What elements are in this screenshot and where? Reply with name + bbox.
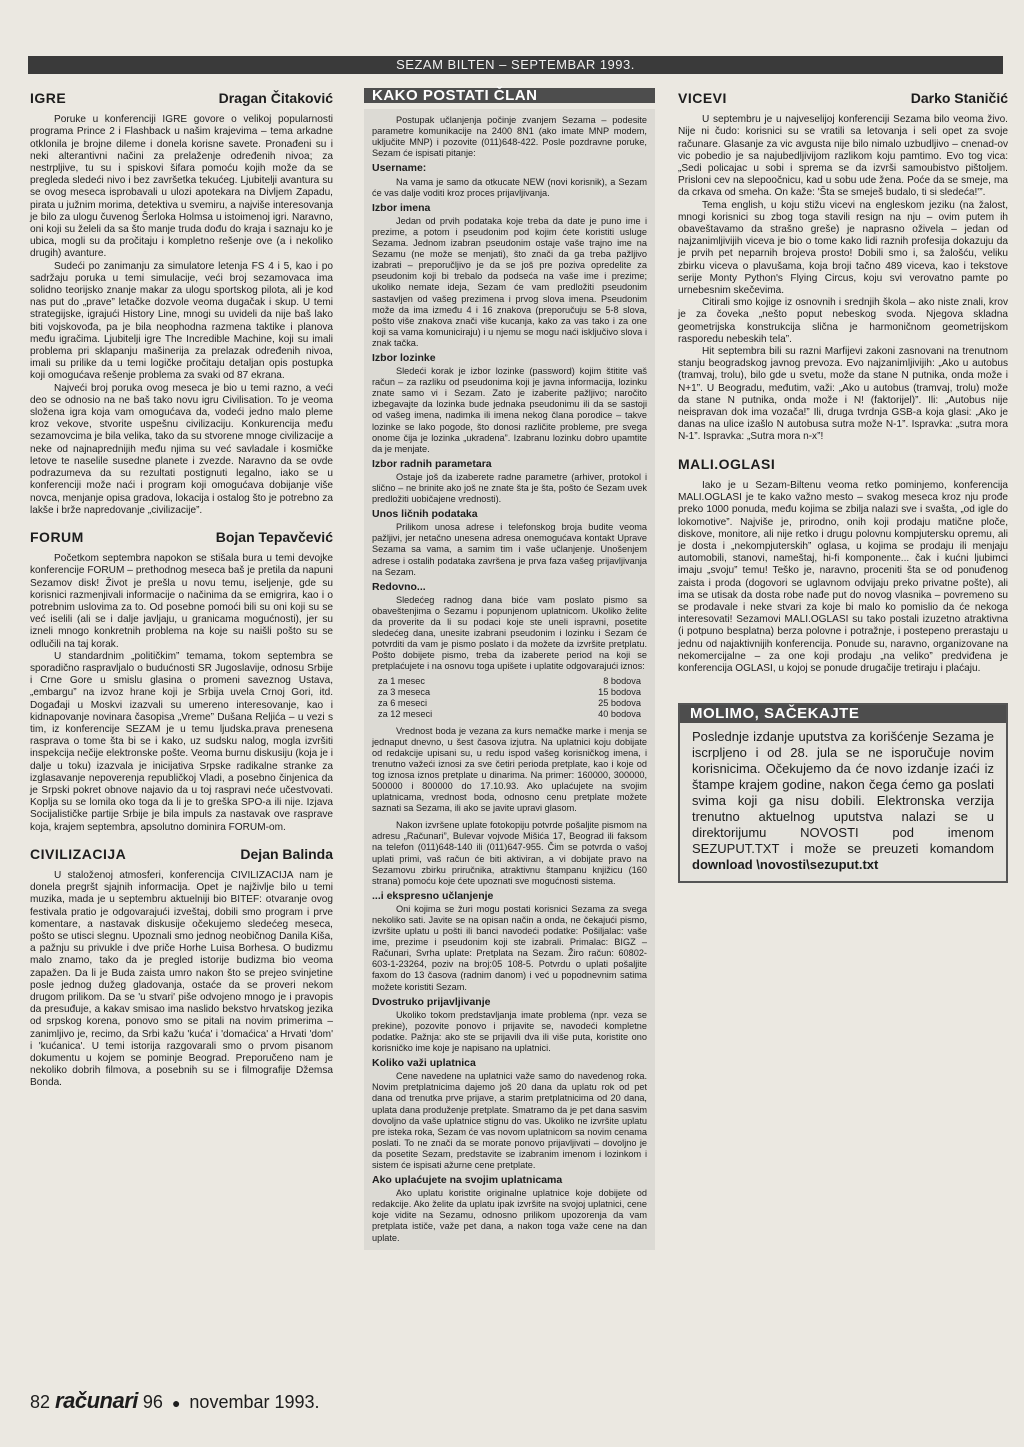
kako-section-text: Sledeći korak je izbor lozinke (password) kojim štitite vaš račun – za razliku od pseudonima koji je javna informacija, lozinku znate samo vi i Sezam. Zato je izaberite pažljivo; naročito izbegavajte da lozinka bude jednaka pseudonimu ili da se sastoji od vašeg imena, nadimka ili imena nekog člana porodice – takve lozinke se lako pogode, što donosi različite probleme, pre svega onome čija je lozinka „ukradena”. Izabranu lozinku dobro upamtite da je menjate. (372, 366, 647, 454)
table-row (372, 687, 647, 698)
left-column (30, 88, 333, 1090)
kako-section-text: Ako uplatu koristite originalne uplatnice koje dobijete od redakcije. Ako želite da uplatu ipak izvršite na svojoj uplatnici, cene koje vidite na Sezamu, odnosno prilikom upozorenja da vam pretplata ističe, važe pet dana, a nakon toga važe cene na dan uplate. (372, 1188, 647, 1243)
vicevi-paragraph: Citirali smo kojige iz osnovnih i srednjih škola – ako niste znali, krov je za čoveka „nešto poput nebeskog svoda. Njegova skladna geometrijska konstrukcija slična je harmoničnom geometrijskom rasporedu nebeskih tela”. (678, 297, 1008, 345)
molimo-title-band (680, 705, 1006, 723)
kako-box (364, 109, 655, 1250)
table-row (372, 698, 647, 709)
molimo-text: Poslednje izdanje uputstva za korišćenje Sezama je iscrpljeno i od 28. jula se ne isporučuje novim korisnicima. Očekujemo da će novo izdanje izaći iz štampe krajem godine, nakon čega ćemo ga poslati svima koji ga nisu dobili. Elektronska verzija trenutno aktuelnog uputstva nalazi se u direktorijumu NOVOSTI pod imenom SEZUPUT.TXT i može se preuzeti komandom (692, 729, 994, 857)
vicevi-header (678, 92, 1008, 104)
malioglasi-paragraph: Iako je u Sezam-Biltenu veoma retko pominjemo, konferencija MALI.OGLASI je te kako važno mesto – svakog meseca kroz nju prođe preko 1000 ponuda, među kojima se zbilja nalazi sve i svašta, „od igle do lokomotive”. Najviše je, prirodno, onih koji prodaju matične ploče, diskove, monitore, ali nije retko i drugu polovnu kompjutersku opremu, ali je dosta i „nekompjuterskih” oglasa, u kojima se prodaju ili menjaju automobili, stanovi, nameštaj, hi-fi komponente... čak i kućni ljubimci imaju „svoju” temu! Teško je, naravno, proceniti šta se od ponuđenog zaista i proda (dogovori se uglavnom odvijaju preko privatne pošte), ali ima se utisak da dosta robe nađe put do novog vlasnika – povremeno su se prodavale i neke stvari za koje bi malo ko pomislio da će nekoga interesovati! Sezamovi MALI.OGLASI su tako postali izuzetno atraktivna (i potpuno besplatna) berza polovne i potražnje, i postepeno prerastaju u jednu od najaktivnijih konferencija. Ponude su, naravno, organizovane na nekomercijalne – za one koji prodaju „na veliko” predviđena je konferencija OGLASI, u kojoj se ponude drugačije tretiraju i plaćaju. (678, 479, 1008, 674)
footer-issue: 96 (142, 1392, 163, 1412)
page-header-band (28, 56, 1003, 74)
kako-section-title: Dvostruko prijavljivanje (372, 995, 491, 1008)
username-label: Username: (372, 162, 427, 175)
kako-title-band (364, 88, 655, 103)
rate-period: za 6 meseci (378, 697, 428, 708)
forum-section-title: FORUM (30, 528, 84, 545)
username-text: Na vama je samo da otkucate NEW (novi korisnik), a Sezam će vas dalje voditi kroz proces prijavljivanja. (372, 176, 647, 198)
kako-title: KAKO POSTATI ČLAN (372, 87, 538, 104)
kako-intro: Postupak učlanjenja počinje zvanjem Sezama – podesite parametre komunikacije na 2400 8N1 (ako imate MNP modem, uključite MNP) i pozovite (011)648-422. Posle pozdravne poruke, Sezam će ispisati pitanje: (372, 115, 647, 159)
table-row (372, 709, 647, 720)
footer-separator: ● (171, 1395, 181, 1411)
rate-value: 25 bodova (598, 697, 641, 708)
civilizacija-header (30, 845, 333, 862)
kako-section-title: Koliko važi uplatnica (372, 1057, 476, 1070)
kako-section-text: Oni kojima se žuri mogu postati korisnici Sezama za svega nekoliko sati. Javite se na opisan način a onda, ne čekajući pismo, izvršite uplatu u pošti ili banci navodeći podatke: Pošiljalac: vaše ime, prezime i pseudonim koji ste izabrali. Primalac: BIGZ – Računari, Svrha uplate: Pretplata na Sezam. Žiro račun: 60802-603-1-23264, poziv na broj:05 108-5. Potvrdu o uplati pošaljite faxom do 13 časova (radnim danom) i već u popodnevnim satima možete koristiti Sezam. (372, 903, 647, 992)
forum-header (30, 528, 333, 545)
footer-brand: računari (55, 1388, 138, 1413)
rate-value: 40 bodova (598, 708, 641, 719)
kako-section-title: Ako uplaćujete na svojim uplatnicama (372, 1174, 563, 1187)
footer-page-number: 82 (30, 1392, 51, 1412)
vicevi-paragraph: U septembru je u najveselijoj konferenciji Sezama bilo veoma živo. Nije ni čudo: korisnici su se vratili sa letovanja i seli opet za svoje računare. Glasanje za vic avgusta nije bilo nimalo uzbudljivo – cnenad-ov vic pobedio je sa najubedljivijom razlikom koju pamtimo. Evo tog vica: „Sedi policajac u sobi i sprema se da izvrši samoubistvo pištoljem. Prisloni cev na slepoočnicu, kad u sobu ude žena. Poće da se smeje, ma da crkava od smeha. On kaže: 'Šta se smeješ budalo, ti si sledeća!'”. (678, 114, 1008, 199)
kako-section-title: Redovno... (372, 580, 426, 593)
rate-period: za 1 mesec (378, 675, 425, 686)
rate-value: 15 bodova (598, 686, 641, 697)
forum-author: Bojan Tepavčević (215, 528, 333, 545)
forum-paragraph: Početkom septembra napokon se stišala bura u temi devojke konferencije FORUM – prethodnog meseca baš je pretila da napuni Sezamov disk! Život je prešla u novu temu, iseljenje, gde su korisnici razmenjivali informacije o načinima da se emigrira, kao i o potrebnim uslovima za to. Od posebne pomoći bili su oni koji su se već iselili (ali se i dalje javljaju, u granicama mogućnosti), jer su izneli mnogo konkretnih problema na koje su naišli pošto su se odlučili na taj korak. (30, 553, 333, 650)
civilizacija-paragraph: U staloženoj atmosferi, konferencija CIVILIZACIJA nam je donela pregršt sjajnih informacija. Opet je najživlje bilo u temi muzika, mada je u septembru aktuelniji bio BITEF: otvaranje ovog festivala pratio je odgovarajući izveštaj, dobili smo program i prve komentare, a nastavak diskusije očekujemo sledećeg meseca, pošto se utisci slegnu. Upoznali smo jednog neobičnog Danila Kiša, a pažnju su privukle i dve priče Horhe Luisa Borhesa. O budizmu malo znamo, tako da je pregled istorije budizma bio veoma zapažen. Da li je Buda zaista umro nakon što se prejeo svinjetine posle jednog dužeg gladovanja, ostaće da se proveri nekom drugom prilikom. Da se 'u stvari' piše odvojeno mnogo je i pravopis da presuđuje, a kakav smisao ima naslido bekstvo hrvatskog jezika od srpskog korena, ponovo smo se pitali na novim primerima – zanimljivo je, recimo, da Srbi kažu 'kuća' i 'domaćica' a Hrvati 'dom' i 'kućanica'. U temi istorija razgovarali smo o prvom pisanom dokumentu u kojem se pominje Beograd. Preporučeno nam je nekoliko dobrih filmova, a posebnih su se i filmografije Džemsa Bonda. (30, 869, 333, 1089)
kako-section-text: Jedan od prvih podataka koje treba da date je puno ime i prezime, a potom i pseudonim pod kojim ćete koristiti usluge Sezama. Jednom izabran pseudonim ostaje vaše trajno ime na Sezamu (ne može se menjati), što znači da ga treba pažljivo izabrati – preporučljivo je da se još pre poziva opredelite za pseudonim koji bi trebalo da podseća na vaše ime i prezime; ukoliko nemate ideja, Sezam će vam predložiti pseudonim sastavljen od vašeg prezimena i prvog slova imena. Pseudonim može da ima između 4 i 16 znakova (preporučuju se 5-8 slova, pošto više znakova znači više kucanja, kako za vas tako i za one koji sa vama komuniciraju) i u njemu se mogu naći isključivo slova i znak tačka. (372, 215, 647, 348)
igre-section-title: IGRE (30, 90, 67, 106)
igre-header (30, 92, 333, 104)
igre-author: Dragan Čitaković (218, 90, 333, 106)
civilizacija-section-title: CIVILIZACIJA (30, 845, 127, 862)
igre-paragraph: Sudeći po zanimanju za simulatore letenja FS 4 i 5, kao i po sadržaju poruka u temi simulacije, veći broj sezamovaca ima solidno teorijsko znanje makar za ulogu sportskog pilota, ali je kod nas put do „prave” letačke dozvole veoma dugačak i skup. U temi strategijske, igrajući History Line, mnogi su uvideli da nije baš lako biti vojskovođa, pa je bila neophodna razmena taktike i planova među igračima. Ljubitelji igre The Incredible Machine, koji su imali problema pri sklapanju mašinerija za prelazak određenih nivoa, imali su prilike da u temi logičke pročitaju detaljan opis postupka koji omogućava rešenje problema za svaki od 87 ekrana. (30, 260, 333, 382)
vicevi-paragraph: Tema english, u koju stižu vicevi na engleskom jeziku (na žalost, mnogi korisnici su zbog toga stavili resign na nju – ovim putem ih obaveštavamo da strašno greše) je naprasno oživela – jedan od najzanimljivijih viceva je bio o tome kako lidi raznih profesija dokazuju da je prvih pet neparnih brojeva prosto! Dobili smo i, sa žalošću, veliku zbirku viceva o plavušama, koja broji tačno 489 viceva, kao i tekstove serije Monty Python's Flying Circus, koju svi verovatno pamte po urnebesnim skečevima. (678, 199, 1008, 297)
rate-period: za 3 meseca (378, 686, 431, 697)
kako-section-text: Ukoliko tokom predstavljanja imate problema (npr. veza se prekine), pozovite ponovo i prijavite se, navodeći kompletne podatke. Pažnja: ako ste se prijavili dva ili više puta, koristite ono korisničko ime koje je napisano na uplatnici. (372, 1009, 647, 1054)
igre-paragraph: Najveći broj poruka ovog meseca je bio u temi razno, a veći deo se odnosio na ne baš tako novu igru Civilisation. To je veoma složena igra koja vam omogućava da, vodeći jedno malo pleme kroz vekove, stvorite uspešnu civilizaciju. Konkurencija među sezamovcima je bila velika, tako da su stvorene mnoge civilizacije a neke od najnaprednijih među njima su već savladale i kosmičke letove te naselile susedne planete i zvezde. Naravno da se ovde podrazumeva da su rezultati postignuti legalno, iako se u konferenciji može naći i program koji omogućava dobijanje više novca, menjanje opisa gradova, lokacija i ostalog što je potrebno za lakše i brže napredovanje „civilizacije”. (30, 382, 333, 516)
footer-date: novembar 1993. (189, 1392, 320, 1412)
rates-text: Vrednost boda je vezana za kurs nemačke marke i menja se jednaput dnevno, u šest časova izjutra. Na uplatnici koju dobijate od redakcije upisani su, u redu ispod vašeg korisničkog imena, i trenutno važeći iznosi za sve četiri perioda pretplate, kao i koje od tog iznosa iznos pretplate u dinarima. Na primer: 160000, 300000, 500000 i 800000 do 17.10.93. Ako uplaćujete na svojim uplatnicama, vrednost boda, odnosno cenu pretplate možete saznati sa Sezama, ili ako se javite upravi glasom. (372, 725, 647, 814)
vicevi-section-title: VICEVI (678, 90, 727, 106)
middle-column (364, 88, 655, 1250)
kako-section-text: Ostaje još da izaberete radne parametre (arhiver, protokol i slično – ne brinite ako još ne znate šta je šta, pošto će Sezam uvek predložiti uobičajene vrednosti). (372, 471, 647, 505)
civilizacija-author: Dejan Balinda (240, 845, 333, 862)
kako-section-title: Izbor lozinke (372, 351, 436, 364)
kako-section-text: Sledećeg radnog dana biće vam poslato pismo sa obaveštenjima o Sezamu i popunjenom uplatnicom. Ukoliko želite da proverite da li su podaci koje ste uneli ispravni, posetite sledećeg dana, unesite izabrani pseudonim i lozinku i Sezam će potvrditi da vam je pismo poslato i da možete da izvršite pretplatu. Pošto dobijete pismo, treba da izaberete period na koji se pretplaćujete i na osnovu toga upišete i uplatite odgovarajući iznos: (372, 594, 647, 672)
right-column (678, 88, 1008, 883)
page-header-title: SEZAM BILTEN – SEPTEMBAR 1993. (396, 57, 635, 72)
kako-section-title: ...i ekspresno učlanjenje (372, 889, 494, 902)
rates-text-2: Nakon izvršene uplate fotokopiju potvrde pošaljite pismom na adresu „Računari”, Bulevar vojvode Mišića 17, Beograd ili faksom na telefon (011)648-140 ili (011)647-955. Čim se potvrda o vašoj uplati primi, vaš račun će biti aktiviran, a vi dobijate pravo na Sezamovu zbirku priručnika, atraktivnu štampanu knjižicu (160 strana) pomoću koje ćete upoznati sve mogućnosti sistema. (372, 820, 647, 886)
kako-section-title: Izbor radnih parametara (372, 457, 492, 470)
molimo-command: download \novosti\sezuput.txt (692, 857, 879, 873)
table-row (372, 676, 647, 687)
vicevi-author: Darko Staničić (910, 90, 1008, 106)
rate-value: 8 bodova (603, 675, 641, 686)
vicevi-paragraph: Hit septembra bili su razni Marfijevi zakoni zasnovani na trenutnom stanju beogradskog javnog prevoza. Evo najzanimljivijih: „Ako u autobus (tramvaj, trolu), bilo gde u svetu, može da stane N putnika, onda može i N+1”. U Beogradu, međutim, važi: „Ako u autobus (tramvaj, trolu) može da stane N putnika, onda može i N! (faktorijel)”. Ili: „Autobus nije neispravan dok ima vozača!” Ili, druga tvrdnja GSB-a koja glasi: „Ako je danas na ulice izašlo N autobusa sutra može N-1”. Ispravka: „sutra mora N-1”. Ispravka: „Sutra mora n-x”! (678, 346, 1008, 443)
page-footer (30, 1388, 320, 1414)
malioglasi-section-title: MALI.OGLASI (678, 455, 776, 472)
kako-section-title: Izbor imena (372, 201, 431, 214)
kako-section-text: Prilikom unosa adrese i telefonskog broja budite veoma pažljivi, jer netačno unesena adresa onemogućava kontakt Uprave Sezama sa vama, a samim tim i vaše učlanjenje. Unošenjem adrese i ostalih podataka završena je prva faza vašeg prijavljivanja na Sezam. (372, 522, 647, 577)
kako-section-title: Unos ličnih podataka (372, 508, 478, 521)
malioglasi-header (678, 455, 1008, 472)
rate-period: za 12 meseci (378, 708, 433, 719)
forum-paragraph: U standardnim „političkim” temama, tokom septembra se sporadično raspravljalo o budućnosti SR Jugoslavije, odnosu Srbije i Crne Gore u smislu glasina o promeni saveznog Ustava, „embargu” na izvoz hrane koji je Srbija uvela Crnoj Gori, itd. Događaji u Moskvi izazvali su umereno interesovanje, kao i kidnapovanje novinara časopisa „Vreme” Dušana Reljića – u vezi s tim, iz konferencije SEZAM je u temu ljudska.prava prenesena rasprava o tome šta bi se i kako, uz sudsku nalog, mogla izvršiti inspekcija nečije elektronske pošte. Veoma burnu diskusiju (koja je i dalje u toku) izazvala je inicijativa Srpske radikalne stranke za izglasavanje nepoverenja republičkoj Vladi, a posebno činjenica da je Srpski pokret obnove najavio da u toj raspravi neće učestvovati. Koplja su se lomila oko toga da li je to greška SPO-a ili nije. Izjava Socijalističke partije Srbije je bila impuls za nastavak ove rasprave koja, krajem septembra, apsolutno dominira FORUM-om. (30, 650, 333, 833)
igre-paragraph: Poruke u konferenciji IGRE govore o velikoj popularnosti programa Prince 2 i Flashback u našim krajevima – tema arkadne otklonila je brojne dileme i donela korisne savete. Pronađeni su i neki alterantivni načini za prelaženje određenih nivoa; za nestrpljive, tu su i spiskovi šifara pomoću kojih može da se pregleda sledeći nivo i bez završetka tekućeg. Ljubitelji avantura su se ovog meseca isprobavali u ulozi apotekara na Divljem Zapadu, pirata u južnim morima, detektiva u svemiru, a najviše interesovanja je bilo za ulogu čuvenog Šerloka Holmsa u istoimenoj igri. Naravno, oni koji su želeli da sa što manje truda dođu do kraja i saznaju ko je ubica, mogli su da pročitaju i kompletno rešenje ove (a i nekoliko drugih) avanture. (30, 114, 333, 260)
molimo-title: MOLIMO, SAČEKAJTE (690, 705, 860, 723)
molimo-box (678, 703, 1008, 883)
rate-table (372, 676, 647, 720)
molimo-body (680, 723, 1006, 881)
kako-section-text: Cene navedene na uplatnici važe samo do navedenog roka. Novim pretplatnicima dajemo još 20 dana da uplatu rok od pet dana od trenutka prve prijave, a starim pretplatnicima od 20 dana, uplata dana produženje pretplate. Smatramo da je pet dana sasvim dovoljno da vaše uplatnice stignu do vas. Ukoliko ne izvršite uplatu pre isteka roka, Sezam će vas novom uplatnicom sa novim cenama poslati. To ne znači da se morate ponovo prijavljivati – dovoljno je da posetite Sezam, predstavite se izabranim imenom i lozinkom i sistem će ispisati ažurne cene pretplate. (372, 1071, 647, 1170)
